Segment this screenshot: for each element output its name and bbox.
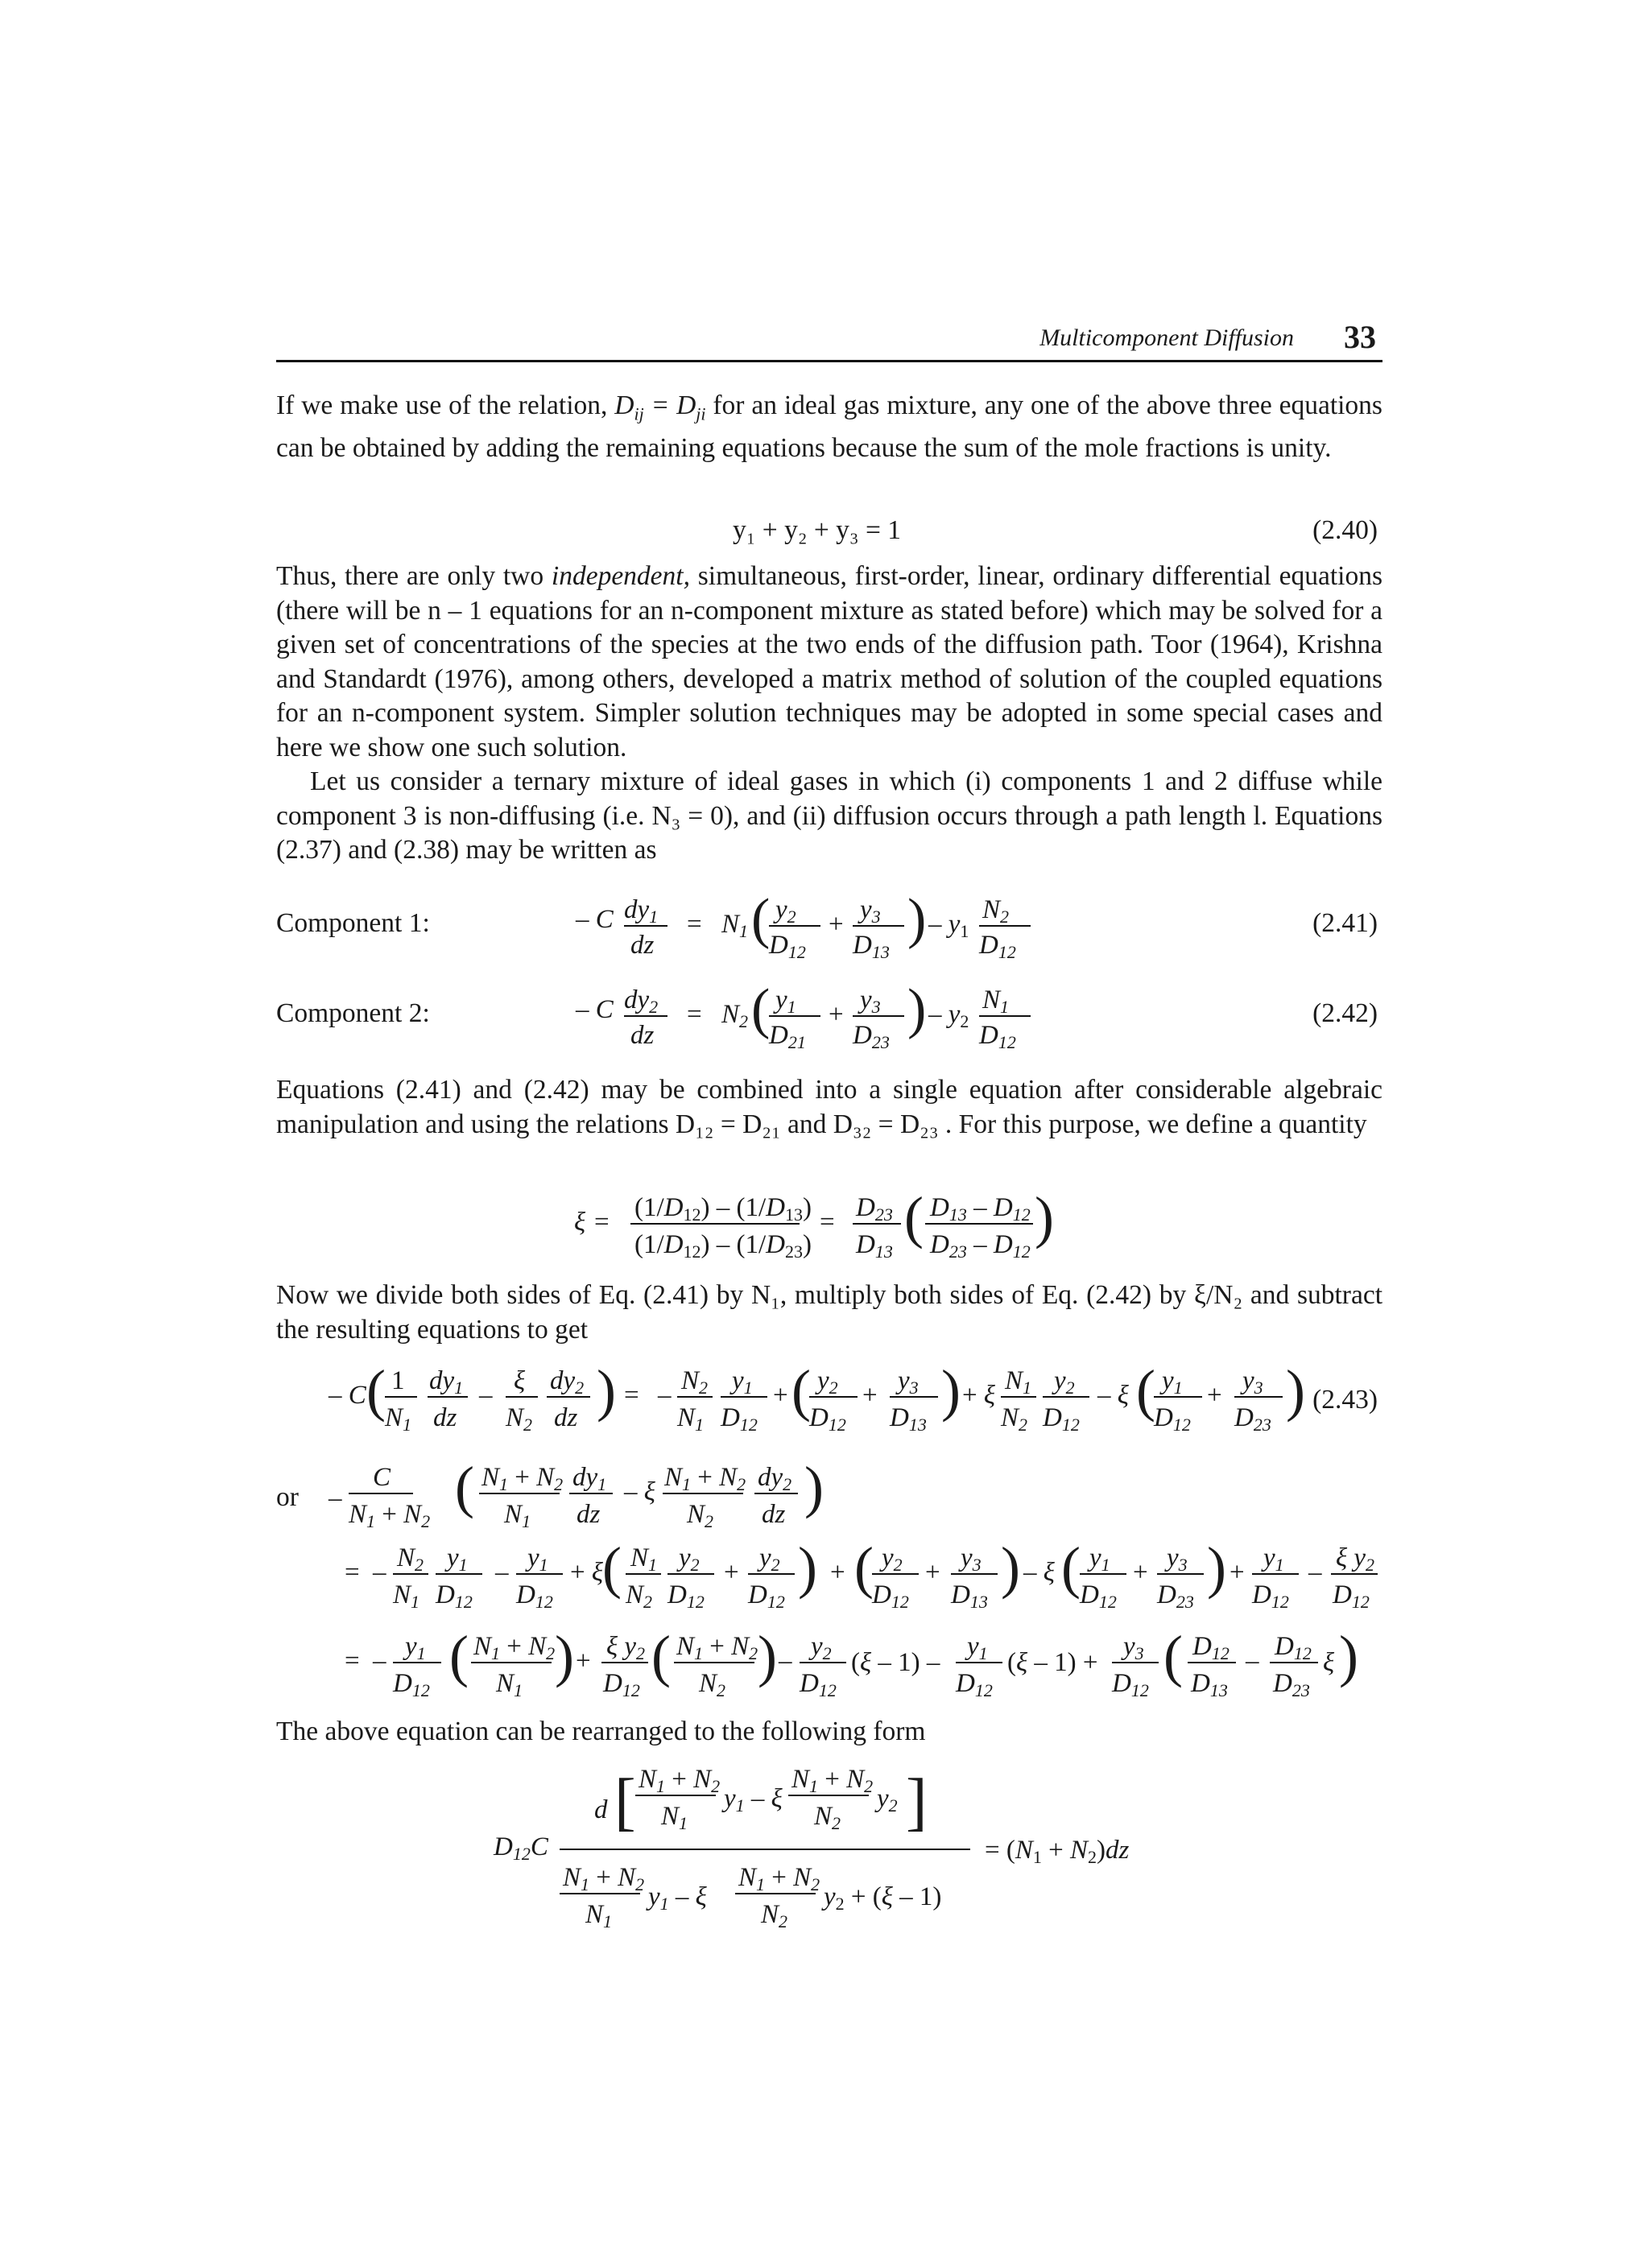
svg-text:–: – [495, 1558, 509, 1587]
svg-text:+: + [773, 1381, 788, 1410]
svg-text:N1: N1 [496, 1669, 523, 1700]
svg-text:): ) [1035, 1185, 1054, 1250]
svg-text:N1 + N2: N1 + N2 [664, 1463, 746, 1494]
svg-text:N2: N2 [687, 1500, 714, 1531]
svg-text:+: + [829, 910, 844, 939]
svg-text:(: ( [1061, 1535, 1081, 1600]
equation-line-3 [276, 1622, 1382, 1711]
svg-text:(: ( [751, 888, 771, 950]
svg-text:N1: N1 [661, 1802, 688, 1833]
svg-text:=: = [687, 910, 702, 939]
svg-text:D12: D12 [979, 931, 1016, 962]
svg-text:N1 + N2: N1 + N2 [349, 1500, 431, 1531]
equation-2-42-math [276, 976, 1382, 1064]
equation-2-41 [276, 886, 1382, 974]
svg-text:+: + [1230, 1558, 1245, 1587]
svg-text:+ ξ: + ξ [570, 1558, 604, 1587]
paragraph-3: Let us consider a ternary mixture of ideal gases in which (i) components 1 and 2 diffuse while component 3 is non-diffusing (i.e. N₃ = 0), and (ii) diffusion occurs through a path length l. Equations (2.37) and (2.38) may be written as [276, 766, 1382, 865]
svg-text:ξ: ξ [514, 1366, 526, 1395]
svg-text:N1 + N2: N1 + N2 [676, 1632, 758, 1663]
svg-text:D12: D12 [1112, 1669, 1149, 1700]
svg-text:– ξ: – ξ [1023, 1558, 1055, 1587]
svg-text:=: = [594, 1208, 610, 1237]
svg-text:(: ( [449, 1624, 469, 1688]
svg-text:): ) [907, 978, 927, 1040]
svg-text:dy1: dy1 [624, 895, 659, 927]
svg-text:N2: N2 [506, 1403, 533, 1435]
svg-text:+: + [724, 1558, 739, 1587]
svg-text:D23: D23 [856, 1193, 893, 1225]
svg-text:D12C: D12C [494, 1832, 548, 1864]
svg-text:): ) [798, 1535, 817, 1600]
paragraph-2-text-b: simultaneous, first-order, linear, ordinary differential equations (there will be n – 1 equations for an n-component mixture as stated before) which may be solved for a given set of concentrations of the species at the two ends of the diffusion path. Toor (1964), Krishna and Standardt (1976), among others, developed a matrix method of solution of the coupled equations for an n-component system. Simpler solution techniques may be adopted in some special cases and here we show one such solution. [276, 561, 1382, 762]
svg-text:y1: y1 [732, 1366, 753, 1398]
svg-text:– C: – C [576, 995, 614, 1024]
svg-text:dy2: dy2 [624, 985, 659, 1017]
svg-text:[: [ [614, 1766, 636, 1837]
svg-text:y2: y2 [817, 1366, 838, 1398]
svg-text:y2: y2 [811, 1632, 832, 1663]
svg-text:–: – [658, 1381, 672, 1410]
equation-2-40-body: y₁ + y₂ + y₃ = 1 [733, 515, 901, 545]
svg-text:D12: D12 [436, 1580, 473, 1612]
equation-2-41-number: (2.41) [1312, 908, 1378, 938]
svg-text:D23 – D12: D23 – D12 [930, 1230, 1031, 1262]
svg-text:D12: D12 [1252, 1580, 1289, 1612]
svg-text:N2: N2 [681, 1366, 709, 1398]
svg-text:ξ: ξ [574, 1208, 586, 1237]
svg-text:y3: y3 [1167, 1543, 1188, 1575]
svg-text:– ξ: – ξ [1097, 1381, 1129, 1410]
svg-text:(: ( [854, 1535, 874, 1600]
svg-text:y3: y3 [1123, 1632, 1144, 1663]
svg-text:D12: D12 [603, 1669, 640, 1700]
relation-dij: $D_{ij} = D_{ji}$ [614, 390, 706, 424]
svg-text:y1: y1 [775, 985, 796, 1017]
equation-line-2-math [276, 1534, 1382, 1622]
svg-text:N1: N1 [677, 1403, 705, 1435]
paragraph-6: The above equation can be rearranged to the following form [276, 1716, 926, 1746]
svg-text:): ) [941, 1358, 961, 1423]
svg-text:N2: N2 [761, 1900, 788, 1931]
svg-text:ξ: ξ [1323, 1648, 1335, 1677]
svg-text:(1/D12) – (1/D13): (1/D12) – (1/D13) [634, 1193, 812, 1225]
svg-text:y3: y3 [860, 985, 881, 1017]
svg-text:y1: y1 [1089, 1543, 1110, 1575]
equation-line-2 [276, 1534, 1382, 1622]
svg-text:N2: N2 [982, 895, 1010, 927]
svg-text:y1 – ξ: y1 – ξ [724, 1784, 783, 1816]
svg-text:N1: N1 [393, 1580, 420, 1612]
svg-text:D12: D12 [800, 1669, 837, 1700]
svg-text:N1: N1 [1005, 1366, 1032, 1398]
svg-text:): ) [1339, 1624, 1358, 1688]
svg-text:D23: D23 [1234, 1403, 1271, 1435]
svg-text:(: ( [455, 1455, 474, 1519]
or-label: or [276, 1482, 299, 1512]
svg-text:D12: D12 [1043, 1403, 1080, 1435]
svg-text:y2: y2 [759, 1543, 780, 1575]
svg-text:y3: y3 [961, 1543, 982, 1575]
svg-text:): ) [1207, 1535, 1226, 1600]
svg-text:+: + [830, 1558, 845, 1587]
svg-text:D12: D12 [1192, 1632, 1230, 1663]
svg-text:): ) [555, 1624, 574, 1688]
svg-text:D12: D12 [956, 1669, 993, 1700]
svg-text:–: – [373, 1646, 386, 1675]
svg-text:dy2: dy2 [550, 1366, 585, 1398]
svg-text:N1: N1 [585, 1900, 613, 1931]
svg-text:N1 + N2: N1 + N2 [563, 1863, 645, 1894]
paragraph-2-text-a: Thus, there are only two [276, 561, 552, 591]
final-equation [276, 1755, 1382, 1964]
equation-2-40-number: (2.40) [1312, 515, 1378, 545]
svg-text:y1: y1 [967, 1632, 988, 1663]
svg-text:– ξ: – ξ [624, 1477, 655, 1506]
svg-text:y1: y1 [447, 1543, 468, 1575]
equation-or-form [276, 1453, 1382, 1542]
svg-text:y1: y1 [405, 1632, 426, 1663]
svg-text:=: = [624, 1381, 639, 1410]
svg-text:D12: D12 [1154, 1403, 1191, 1435]
svg-text:N2: N2 [721, 1000, 749, 1031]
svg-text:N1 + N2: N1 + N2 [481, 1463, 564, 1494]
svg-text:N1 + N2: N1 + N2 [473, 1632, 556, 1663]
svg-text:N1 + N2: N1 + N2 [791, 1765, 874, 1796]
svg-text:+: + [829, 1000, 844, 1029]
svg-text:=: = [345, 1646, 360, 1675]
svg-text:+: + [862, 1381, 878, 1410]
svg-text:): ) [1286, 1358, 1305, 1423]
equation-2-41-math [276, 886, 1382, 974]
equation-2-43 [276, 1357, 1382, 1445]
svg-text:N2: N2 [397, 1543, 424, 1575]
running-header [276, 318, 1382, 360]
svg-text:– y1: – y1 [928, 910, 969, 941]
svg-text:D13: D13 [890, 1403, 927, 1435]
header-title: Multicomponent Diffusion [1039, 324, 1294, 351]
svg-text:y2: y2 [882, 1543, 903, 1575]
equation-2-42 [276, 976, 1382, 1064]
svg-text:N2: N2 [699, 1669, 726, 1700]
svg-text:dy2: dy2 [758, 1463, 792, 1494]
paragraph-4: Equations (2.41) and (2.42) may be combined into a single equation after considerable algebraic manipulation and using the relations D₁₂ = D₂₁ and D₃₂ = D₂₃ . For this purpose, we define a quantity [276, 1075, 1382, 1139]
paragraph-1 [276, 389, 1382, 466]
svg-text:1: 1 [391, 1366, 405, 1395]
svg-text:y3: y3 [860, 895, 881, 927]
svg-text:D12: D12 [809, 1403, 846, 1435]
svg-text:D12: D12 [769, 931, 806, 962]
svg-text:= (N1 + N2)dz: = (N1 + N2)dz [985, 1836, 1130, 1867]
svg-text:(ξ – 1) –: (ξ – 1) – [851, 1648, 940, 1677]
svg-text:D21: D21 [769, 1021, 806, 1052]
svg-text:–: – [779, 1646, 792, 1675]
svg-text:D23: D23 [1157, 1580, 1194, 1612]
svg-text:–: – [1246, 1646, 1259, 1675]
paragraph-1-text-a: If we make use of the relation, [276, 390, 615, 420]
svg-text:y2 + (ξ – 1): y2 + (ξ – 1) [824, 1882, 942, 1914]
svg-text:=: = [820, 1208, 835, 1237]
svg-text:dz: dz [577, 1500, 601, 1529]
svg-text:(: ( [366, 1358, 386, 1423]
equation-2-42-number: (2.42) [1312, 998, 1378, 1028]
svg-text:(: ( [751, 978, 771, 1040]
svg-text:(: ( [1136, 1358, 1155, 1423]
svg-text:y1: y1 [527, 1543, 548, 1575]
svg-text:D12: D12 [1275, 1632, 1312, 1663]
svg-text:y2: y2 [877, 1784, 898, 1816]
svg-text:(: ( [651, 1624, 671, 1688]
header-rule [276, 360, 1382, 362]
svg-text:N1 + N2: N1 + N2 [639, 1765, 721, 1796]
svg-text:N2: N2 [626, 1580, 653, 1612]
svg-text:+ ξ: + ξ [962, 1381, 996, 1410]
svg-text:N1: N1 [385, 1403, 412, 1435]
svg-text:D12: D12 [979, 1021, 1016, 1052]
svg-text:]: ] [906, 1766, 928, 1837]
svg-text:): ) [804, 1455, 824, 1519]
svg-text:y2: y2 [775, 895, 796, 927]
svg-text:(: ( [602, 1535, 622, 1600]
equation-2-43-math [276, 1357, 1323, 1445]
svg-text:D12: D12 [667, 1580, 705, 1612]
equation-2-40 [276, 515, 1382, 564]
svg-text:ξ y2: ξ y2 [1336, 1543, 1375, 1575]
svg-text:y2: y2 [679, 1543, 700, 1575]
svg-text:N1: N1 [721, 910, 749, 941]
svg-text:D12: D12 [516, 1580, 553, 1612]
svg-text:D13: D13 [853, 931, 890, 962]
svg-text:(: ( [791, 1358, 811, 1423]
svg-text:dz: dz [630, 1021, 655, 1050]
svg-text:(: ( [904, 1185, 924, 1250]
svg-text:–: – [479, 1381, 493, 1410]
equation-2-43-number: (2.43) [1312, 1385, 1378, 1415]
svg-text:N1: N1 [504, 1500, 531, 1531]
svg-text:D12: D12 [1333, 1580, 1370, 1612]
svg-text:D12: D12 [393, 1669, 430, 1700]
svg-text:C: C [373, 1463, 391, 1492]
svg-text:(1/D12) – (1/D23): (1/D12) – (1/D23) [634, 1230, 812, 1262]
svg-text:): ) [758, 1624, 777, 1688]
svg-text:–: – [329, 1484, 342, 1513]
svg-text:y3: y3 [898, 1366, 919, 1398]
paragraph-5: Now we divide both sides of Eq. (2.41) by N₁, multiply both sides of Eq. (2.42) by ξ/N₂ and subtract the resulting equations to get [276, 1280, 1382, 1345]
svg-text:y3: y3 [1242, 1366, 1263, 1398]
svg-text:N2: N2 [814, 1802, 841, 1833]
svg-text:D13: D13 [951, 1580, 988, 1612]
svg-text:D13: D13 [1191, 1669, 1228, 1700]
svg-text:+: + [925, 1558, 940, 1587]
paragraph-2 [276, 560, 1382, 765]
svg-text:ξ y2: ξ y2 [606, 1632, 646, 1663]
svg-text:– C: – C [576, 905, 614, 934]
svg-text:+: + [576, 1646, 591, 1675]
svg-text:): ) [907, 888, 927, 950]
svg-text:dz: dz [554, 1403, 578, 1432]
svg-text:=: = [345, 1558, 360, 1587]
svg-text:D12: D12 [748, 1580, 785, 1612]
svg-text:+: + [1133, 1558, 1148, 1587]
svg-text:D12: D12 [1080, 1580, 1117, 1612]
svg-text:=: = [687, 1000, 702, 1029]
svg-text:N1: N1 [982, 985, 1010, 1017]
component-2-label: Component 2: [276, 998, 430, 1028]
svg-text:dz: dz [762, 1500, 786, 1529]
svg-text:dy1: dy1 [429, 1366, 464, 1398]
svg-text:–: – [1308, 1558, 1322, 1587]
svg-text:dz: dz [630, 931, 655, 960]
svg-text:D13: D13 [856, 1230, 893, 1262]
svg-text:N1: N1 [630, 1543, 658, 1575]
svg-text:): ) [1001, 1535, 1020, 1600]
svg-text:): ) [597, 1358, 616, 1423]
svg-text:+: + [1207, 1381, 1222, 1410]
svg-text:–: – [373, 1558, 386, 1587]
svg-text:– y2: – y2 [928, 1000, 969, 1031]
page-number: 33 [1344, 319, 1376, 355]
svg-text:– C: – C [329, 1381, 366, 1410]
svg-text:N2: N2 [1001, 1403, 1028, 1435]
svg-text:D23: D23 [1273, 1669, 1310, 1700]
svg-text:D12: D12 [721, 1403, 758, 1435]
svg-text:N1 + N2: N1 + N2 [738, 1863, 820, 1894]
svg-text:D23: D23 [853, 1021, 890, 1052]
svg-text:D13 – D12: D13 – D12 [930, 1193, 1031, 1225]
component-1-label: Component 1: [276, 908, 430, 938]
svg-text:d: d [594, 1795, 608, 1824]
equation-or-math [276, 1453, 1323, 1542]
svg-text:y1 – ξ: y1 – ξ [648, 1882, 707, 1914]
svg-text:(ξ – 1) +: (ξ – 1) + [1007, 1648, 1098, 1677]
equation-line-3-math [276, 1622, 1382, 1711]
svg-text:y1: y1 [1263, 1543, 1284, 1575]
paragraph-2-emphasis: independent, [551, 561, 690, 591]
svg-text:y2: y2 [1054, 1366, 1075, 1398]
svg-text:dy1: dy1 [572, 1463, 607, 1494]
xi-definition [276, 1184, 1382, 1272]
svg-text:dz: dz [433, 1403, 457, 1432]
svg-text:(: ( [1163, 1624, 1183, 1688]
svg-text:D12: D12 [872, 1580, 909, 1612]
svg-text:y1: y1 [1162, 1366, 1183, 1398]
paragraph-1-text-b: for an ideal gas mixture, any one of the above three equations can be obtained by adding the remaining equations because the sum of the mole fractions is unity. [276, 390, 1382, 464]
